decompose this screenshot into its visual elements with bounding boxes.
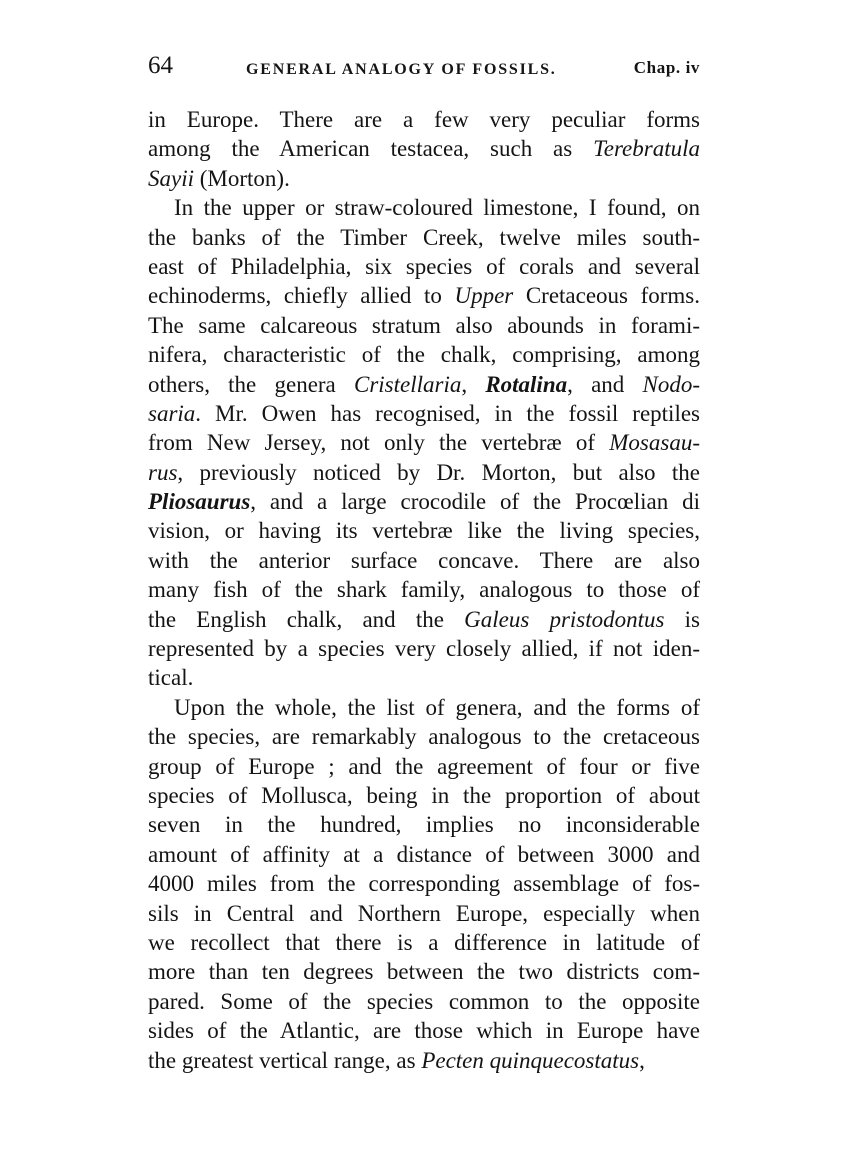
- text-line: [148, 487, 700, 516]
- text-run: pared. Some of the species common to the opposite: [148, 988, 700, 1014]
- text-line: [148, 781, 700, 810]
- text-line: [148, 810, 700, 839]
- text-line: [148, 281, 700, 310]
- text-run: echinoderms, chiefly allied to: [148, 283, 455, 309]
- running-head: [148, 52, 700, 88]
- text-line: [148, 752, 700, 781]
- chapter-reference: Chap. iv: [633, 58, 700, 77]
- text-line: [148, 869, 700, 898]
- paragraph: [148, 105, 700, 193]
- text-run: we recollect that there is a difference in latitude of: [148, 929, 700, 955]
- text-run: nifera, characteristic of the chalk, comprising, among: [148, 342, 700, 368]
- italic-term: Rotalina: [485, 371, 568, 397]
- text-line: [148, 516, 700, 545]
- text-line: [148, 1016, 700, 1045]
- text-run: the greatest vertical range, as: [148, 1047, 422, 1073]
- text-run: the species, are remarkably analogous to the cretaceous: [148, 724, 700, 750]
- italic-term: Terebratula: [593, 136, 700, 162]
- italic-term: rus: [148, 459, 178, 485]
- text-run: the banks of the Timber Creek, twelve miles south-: [148, 224, 700, 250]
- text-run: 4000 miles from the corresponding assemblage of fos-: [148, 871, 700, 897]
- text-run: sides of the Atlantic, are those which in Europe have: [148, 1018, 700, 1044]
- page-number: 64: [148, 52, 173, 79]
- text-run: in Europe. There are a few very peculiar forms: [148, 107, 700, 132]
- text-run: vision, or having its vertebræ like the living species,: [148, 518, 700, 544]
- paragraph: [148, 193, 700, 693]
- running-title: GENERAL ANALOGY OF FOSSILS.: [246, 61, 557, 78]
- text-run: The same calcareous stratum also abounds in forami-: [148, 312, 700, 338]
- text-run: many fish of the shark family, analogous to those of: [148, 577, 700, 603]
- text-line: [148, 340, 700, 369]
- italic-term: Upper: [454, 283, 514, 309]
- text-line: [148, 370, 700, 399]
- text-run: In the upper or straw-coloured limestone, I found, on: [174, 195, 700, 221]
- text-run: Upon the whole, the list of genera, and the forms of: [174, 694, 700, 720]
- text-line: [148, 840, 700, 869]
- text-line: [148, 634, 700, 663]
- text-run: with the anterior surface concave. There are also: [148, 547, 700, 573]
- text-line: [148, 957, 700, 986]
- italic-term: Cristellaria: [353, 371, 462, 397]
- text-run: east of Philadelphia, six species of corals and several: [148, 253, 700, 279]
- text-line: [148, 663, 700, 692]
- paragraph: [148, 693, 700, 1075]
- text-run: (Morton).: [194, 165, 290, 191]
- text-run: represented by a species very closely allied, if not iden-: [148, 636, 700, 662]
- text-line: [148, 164, 700, 193]
- text-line: [148, 252, 700, 281]
- text-run: . Mr. Owen has recognised, in the fossil reptiles: [195, 400, 700, 426]
- text-run: is: [664, 606, 700, 632]
- text-run: sils in Central and Northern Europe, especially when: [148, 900, 700, 926]
- text-line: [148, 428, 700, 457]
- text-line: [148, 722, 700, 751]
- text-line: [148, 458, 700, 487]
- italic-term: Pliosaurus: [148, 489, 251, 515]
- italic-term: saria: [148, 400, 196, 426]
- text-line: [148, 399, 700, 428]
- italic-term: Mosasau-: [609, 430, 700, 456]
- text-line: [148, 693, 700, 722]
- text-run: , previously noticed by Dr. Morton, but also the: [177, 459, 700, 485]
- text-run: , and: [567, 371, 643, 397]
- body-text: [148, 105, 700, 1075]
- text-line: [148, 899, 700, 928]
- text-run: Cretaceous forms.: [513, 283, 700, 309]
- text-run: ,: [639, 1047, 645, 1073]
- italic-term: Pecten quinquecostatus: [421, 1047, 640, 1073]
- text-line: [148, 987, 700, 1016]
- text-line: [148, 193, 700, 222]
- text-line: [148, 223, 700, 252]
- text-run: others, the genera: [148, 371, 354, 397]
- text-line: [148, 546, 700, 575]
- text-run: from New Jersey, not only the vertebræ of: [148, 430, 610, 456]
- italic-term: Galeus pristodontus: [464, 606, 665, 632]
- text-run: ,: [461, 371, 486, 397]
- text-run: more than ten degrees between the two districts com-: [148, 959, 700, 985]
- text-line: [148, 575, 700, 604]
- text-run: species of Mollusca, being in the proportion of about: [148, 782, 700, 808]
- text-run: seven in the hundred, implies no inconsiderable: [148, 812, 700, 838]
- text-run: , and a large crocodile of the Procœlian di: [250, 489, 700, 515]
- text-line: [148, 105, 700, 134]
- italic-term: Sayii: [148, 165, 194, 191]
- text-run: group of Europe ; and the agreement of four or five: [148, 753, 700, 779]
- text-line: [148, 1046, 700, 1075]
- text-line: [148, 928, 700, 957]
- italic-term: Nodo-: [642, 371, 701, 397]
- text-run: amount of affinity at a distance of between 3000 and: [148, 841, 700, 867]
- text-run: among the American testacea, such as: [148, 136, 594, 162]
- text-run: the English chalk, and the: [148, 606, 465, 632]
- text-line: [148, 605, 700, 634]
- text-line: [148, 134, 700, 163]
- text-run: tical.: [148, 665, 194, 691]
- text-line: [148, 311, 700, 340]
